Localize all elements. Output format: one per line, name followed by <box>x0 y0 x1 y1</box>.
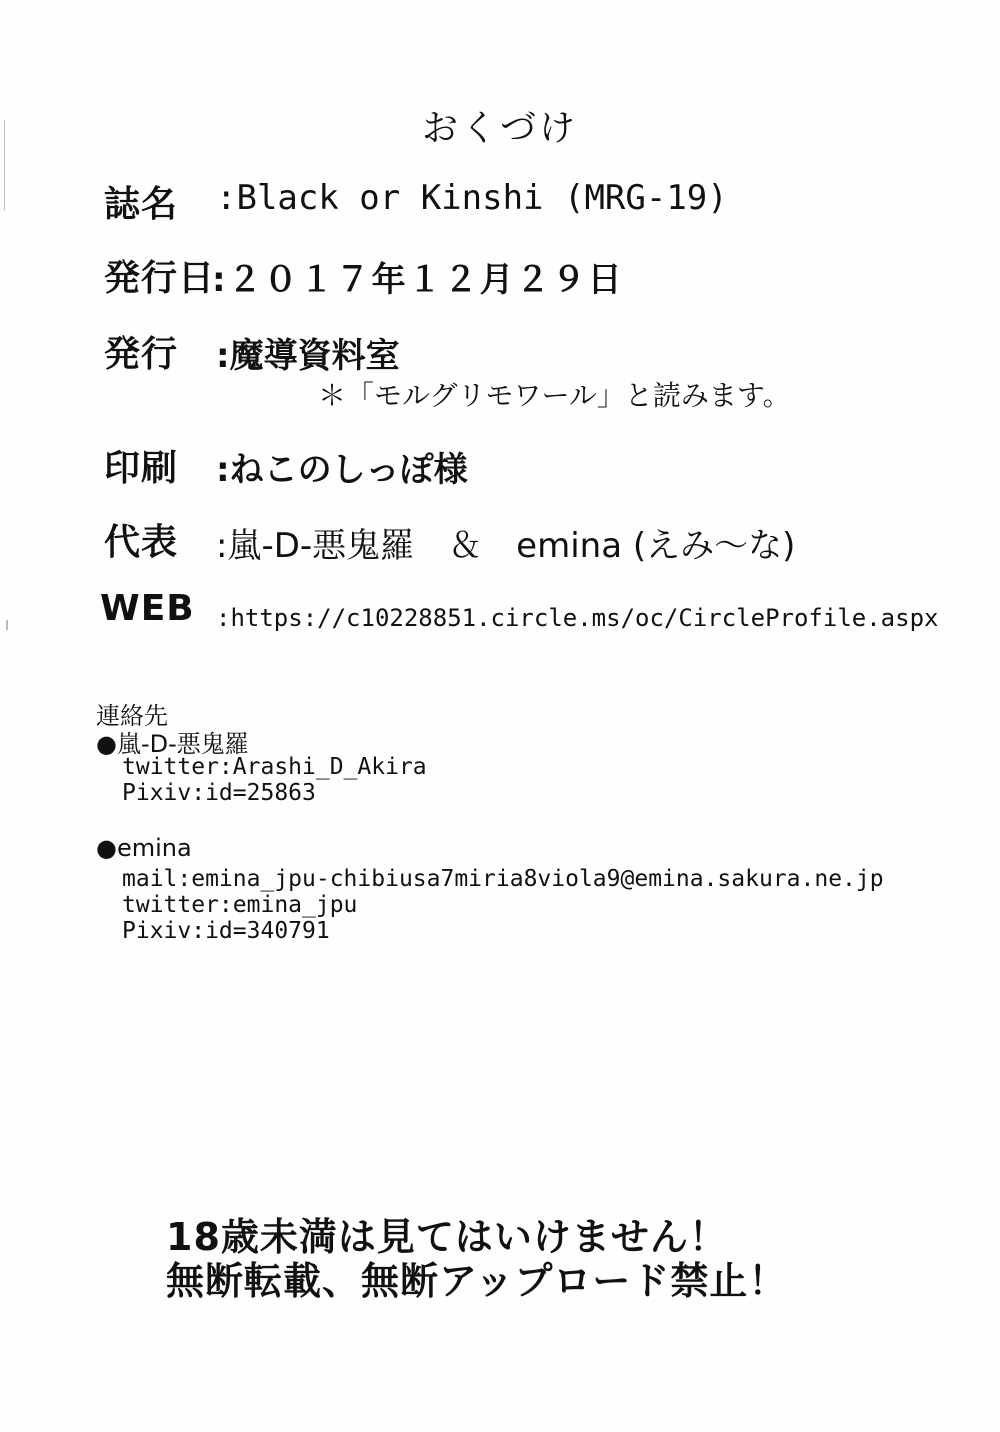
representative-value: :嵐-D-悪鬼羅 ＆ emina (えみ～な) <box>216 526 796 566</box>
page-title: おくづけ <box>421 108 578 149</box>
contact-pixiv: Pixiv:id=340791 <box>122 918 330 944</box>
book-title-label: 誌名 <box>104 184 179 225</box>
publisher-label: 発行 <box>104 334 179 375</box>
issue-date-value: :２０１７年１２月２９日 <box>212 260 624 300</box>
printer-value: :ねこのしっぽ様 <box>216 450 468 490</box>
reupload-warning: 無断転載、無断アップロード禁止！ <box>166 1259 788 1303</box>
contact-twitter: twitter:Arashi_D_Akira <box>122 754 427 780</box>
scan-edge-mark <box>4 120 5 210</box>
web-url: :https://c10228851.circle.ms/oc/CircleProfile.aspx <box>216 604 939 632</box>
book-title-value: :Black or Kinshi (MRG-19) <box>216 178 728 218</box>
contacts-heading: 連絡先 <box>96 702 168 730</box>
contact-mail: mail:emina_jpu-chibiusa7miria8viola9@emina.sakura.ne.jp <box>122 866 884 892</box>
representative-label: 代表 <box>104 522 179 563</box>
age-warning: 18歳未満は見てはいけません！ <box>166 1215 728 1259</box>
publisher-reading-note: ＊「モルグリモワール」と読みます。 <box>318 379 791 412</box>
web-label: WEB <box>100 588 195 629</box>
contact-name: ●emina <box>96 834 192 862</box>
issue-date-label: 発行日 <box>104 258 216 299</box>
printer-label: 印刷 <box>104 448 179 489</box>
scan-edge-mark <box>6 620 8 630</box>
publisher-value: :魔導資料室 <box>216 336 400 376</box>
contact-pixiv: Pixiv:id=25863 <box>122 780 316 806</box>
contact-name: ●嵐-D-悪鬼羅 <box>96 730 249 758</box>
contact-twitter: twitter:emina_jpu <box>122 892 358 918</box>
